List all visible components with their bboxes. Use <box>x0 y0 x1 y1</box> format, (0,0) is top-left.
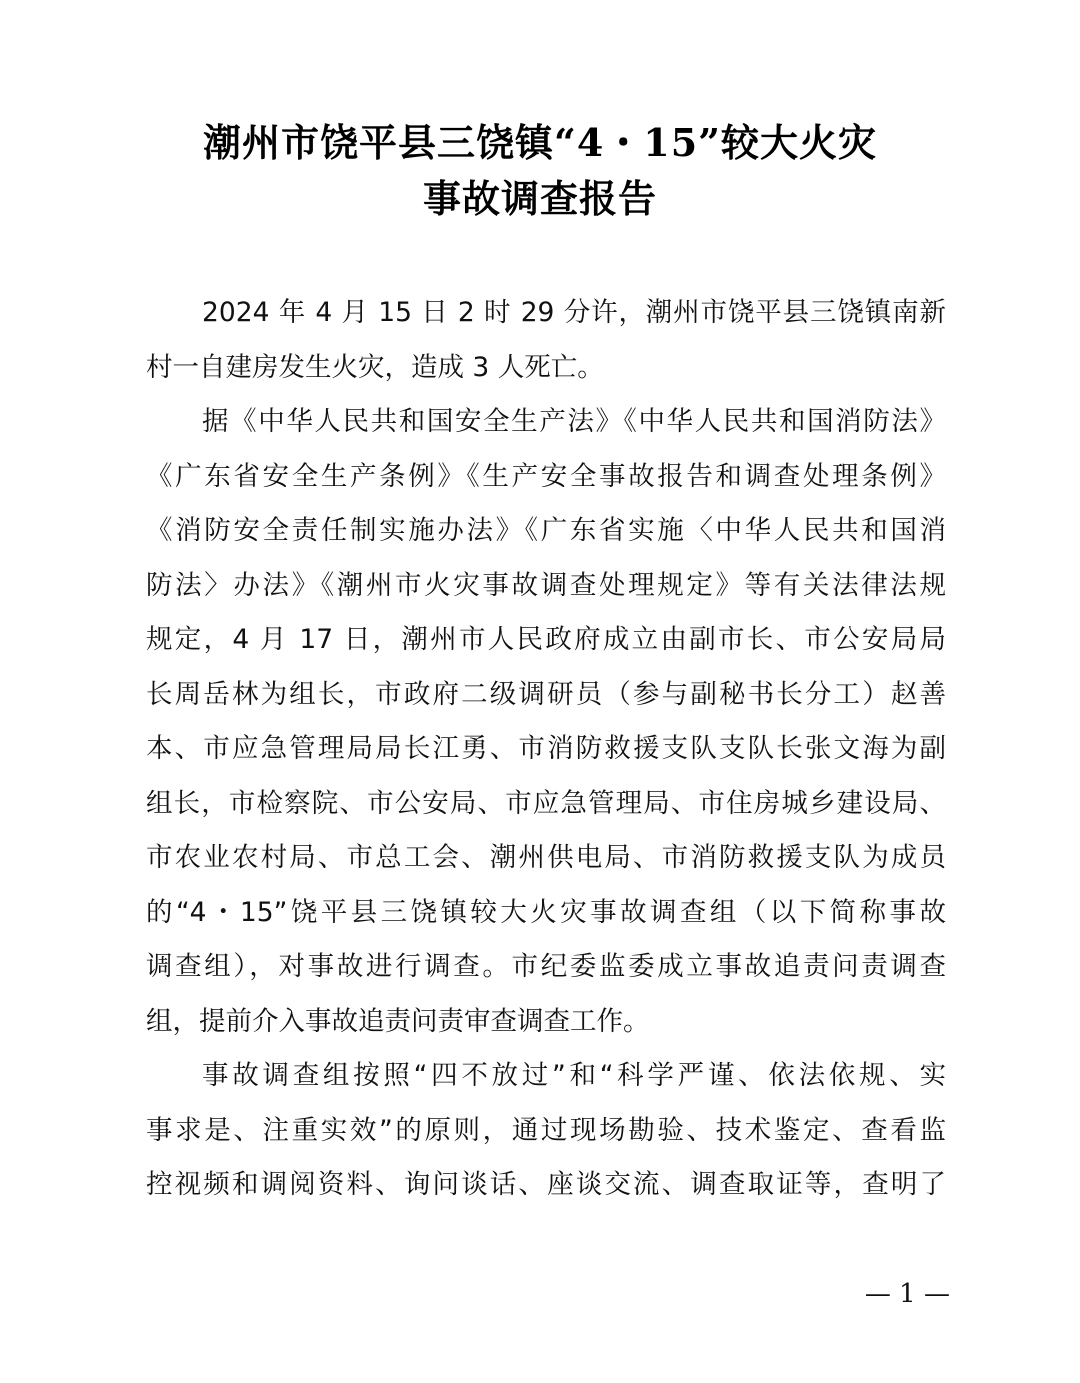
paragraph-line: 长周岳林为组长，市政府二级调研员（参与副秘书长分工）赵善 <box>146 678 946 710</box>
paragraph-line: 组长，市检察院、市公安局、市应急管理局、市住房城乡建设局、 <box>146 787 946 819</box>
paragraph-line: 《消防安全责任制实施办法》《广东省实施〈中华人民共和国消 <box>146 515 946 546</box>
paragraph-line: 事求是、注重实效”的原则，通过现场勘验、技术鉴定、查看监 <box>146 1114 946 1146</box>
paragraph-line: 调查组），对事故进行调查。市纪委监委成立事故追责问责调查 <box>146 951 946 982</box>
paragraph-line: 防法〉办法》《潮州市火灾事故调查处理规定》等有关法律法规 <box>146 569 946 601</box>
paragraph-line: 事故调查组按照“四不放过”和“科学严谨、依法依规、实 <box>202 1060 946 1091</box>
paragraph-line: 2024 年 4 月 15 日 2 时 29 分许，潮州市饶平县三饶镇南新 <box>202 297 946 328</box>
document-title-line-2: 事故调查报告 <box>422 176 657 221</box>
paragraph-line: 《广东省安全生产条例》《生产安全事故报告和调查处理条例》 <box>146 460 946 492</box>
paragraph-line: 本、市应急管理局局长江勇、市消防救援支队支队长张文海为副 <box>146 733 946 764</box>
paragraph-line: 据《中华人民共和国安全生产法》《中华人民共和国消防法》 <box>202 406 946 437</box>
document-title-line-1: 潮州市饶平县三饶镇“4・15”较大火灾 <box>202 120 878 165</box>
paragraph-line: 组，提前介入事故追责问责审查调查工作。 <box>146 1005 650 1037</box>
paragraph-line: 控视频和调阅资料、询问谈话、座谈交流、调查取证等，查明了 <box>146 1169 946 1200</box>
paragraph-3 <box>146 1049 946 1213</box>
paragraph-1 <box>146 286 946 395</box>
paragraph-line: 市农业农村局、市总工会、潮州供电局、市消防救援支队为成员 <box>146 842 946 873</box>
paragraph-line: 的“4・15”饶平县三饶镇较大火灾事故调查组（以下简称事故 <box>146 896 946 928</box>
page-number: — 1 — <box>864 1279 950 1309</box>
paragraph-2 <box>146 395 946 1049</box>
paragraph-line: 村一自建房发生火灾，造成 3 人死亡。 <box>146 351 604 383</box>
paragraph-line: 规定，4 月 17 日，潮州市人民政府成立由副市长、市公安局局 <box>146 624 946 655</box>
